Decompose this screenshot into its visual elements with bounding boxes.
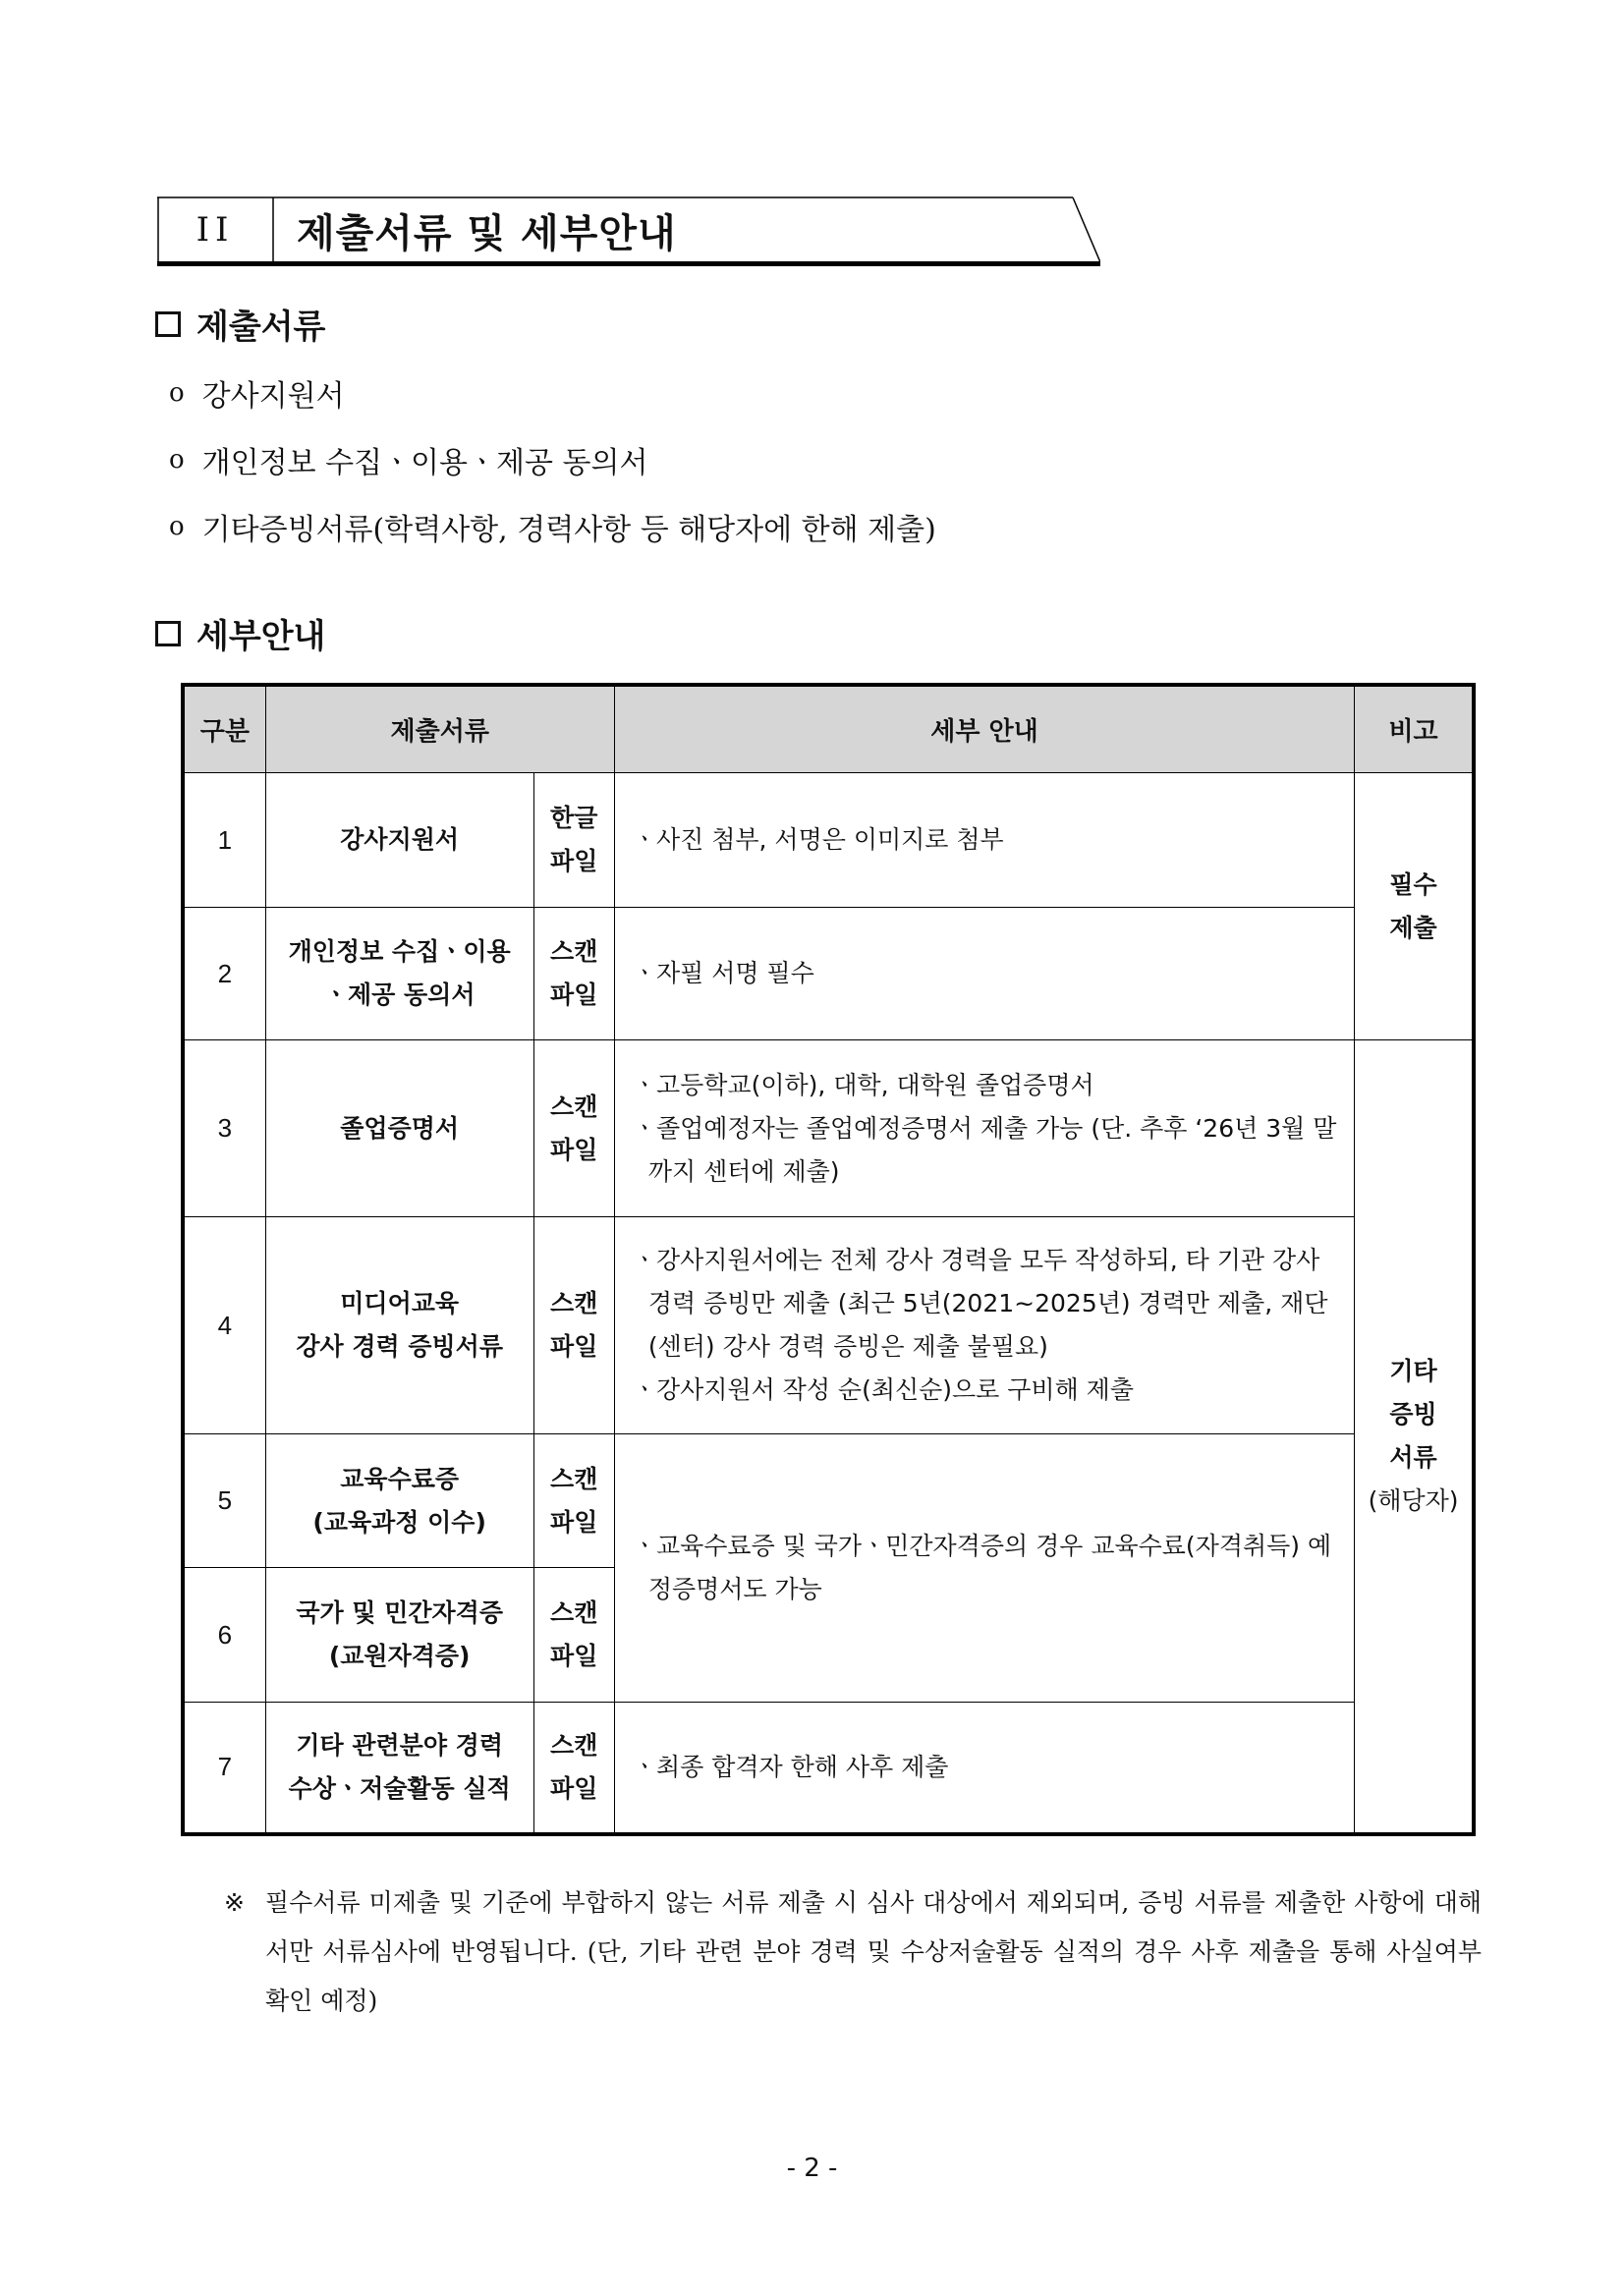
document-name-line: 수상ㆍ저술활동 실적 [288,1773,511,1803]
file-type-line: 스캔 [550,937,598,966]
note-line: 제출 [1389,913,1437,942]
note-subtext: (해당자) [1368,1485,1459,1515]
note-line: 기타 [1389,1356,1437,1385]
detail-guide-heading-text: 세부안내 [196,617,326,656]
detail-line: ㆍ강사지원서 작성 순(최신순)으로 구비해 제출 [632,1375,1134,1404]
row-number: 5 [183,1434,265,1568]
row-number: 7 [183,1703,265,1834]
detail-line: ㆍ자필 서명 필수 [632,959,814,987]
section-title: 제출서류 및 세부안내 [297,210,677,256]
submit-docs-heading [155,300,325,348]
file-type-line: 파일 [550,1642,598,1670]
document-name-line: 개인정보 수집ㆍ이용 [288,937,511,966]
header-document: 제출서류 [265,685,614,773]
document-name-line: 강사 경력 증빙서류 [296,1332,503,1361]
file-type-line: 스캔 [550,1730,598,1760]
file-type [533,1040,614,1217]
header-no: 구분 [183,685,265,773]
table-row [183,1040,1474,1217]
detail-line: ㆍ고등학교(이하), 대학, 대학원 졸업증명서 [632,1070,1094,1099]
circle-bullet-icon: o [169,378,185,408]
document-name [265,908,533,1040]
submit-list-item [169,505,936,548]
table-row [183,908,1474,1040]
document-name-line: 미디어교육 [340,1289,460,1317]
document-name-line: 강사지원서 [340,825,460,854]
note-other-evidence [1355,1040,1474,1834]
detail-cell [614,1040,1354,1217]
file-type-line: 파일 [550,847,598,875]
detail-cell [614,1434,1354,1703]
list-item-text: 개인정보 수집ㆍ이용ㆍ제공 동의서 [201,446,648,480]
document-name [265,773,533,908]
note-line: 서류 [1389,1442,1437,1472]
detail-line: ㆍ강사지원서에는 전체 강사 경력을 모두 작성하되, 타 기관 강사 경력 증빙만 제출 (최근 5년(2021~2025년) 경력만 제출, 재단(센터) 강사 경력 증빙은 제출 불필요) [632,1246,1328,1361]
document-name-line: 국가 및 민간자격증 [296,1598,503,1627]
header-note: 비고 [1355,685,1474,773]
table-row [183,773,1474,908]
file-type [533,1703,614,1834]
file-type-line: 스캔 [550,1598,598,1627]
document-name-line: 졸업증명서 [340,1113,460,1143]
list-item-text: 강사지원서 [201,379,345,414]
row-number: 4 [183,1217,265,1434]
submit-list-item [169,371,345,415]
submit-docs-heading-text: 제출서류 [196,308,326,347]
note-required [1355,773,1474,1040]
file-type [533,1434,614,1568]
checkbox-square-icon [155,621,181,646]
document-name [265,1434,533,1568]
document-name-line: 교육수료증 [340,1464,460,1493]
detail-line: ㆍ사진 첨부, 서명은 이미지로 첨부 [632,825,1004,854]
document-name-line: (교원자격증) [328,1642,471,1670]
file-type-line: 파일 [550,1773,598,1803]
section-banner [157,196,1100,266]
file-type-line: 스캔 [550,1289,598,1317]
file-type-line: 한글 [550,804,598,832]
file-type-line: 파일 [550,1135,598,1164]
file-type-line: 파일 [550,980,598,1009]
document-name-line: (교육과정 이수) [312,1507,486,1537]
detail-line: ㆍ최종 합격자 한해 사후 제출 [632,1752,949,1781]
detail-guide-heading [155,609,325,657]
detail-line: ㆍ교육수료증 및 국가ㆍ민간자격증의 경우 교육수료(자격취득) 예정증명서도 가능 [632,1532,1332,1603]
row-number: 1 [183,773,265,908]
document-name-line: 기타 관련분야 경력 [296,1730,503,1760]
document-name [265,1703,533,1834]
document-name [265,1040,533,1217]
footnote-text: 필수서류 미제출 및 기준에 부합하지 않는 서류 제출 시 심사 대상에서 제외되며, 증빙 서류를 제출한 사항에 대해서만 서류심사에 반영됩니다. (단, 기타 관련 분야 경력 및 수상저술활동 실적의 경우 사후 제출을 통해 사실여부 확인 예정) [265,1888,1482,2015]
footnote [224,1878,1482,2026]
file-type [533,773,614,908]
table-header-row [183,685,1474,773]
table-row [183,1434,1474,1568]
detail-line: ㆍ졸업예정자는 졸업예정증명서 제출 가능 (단. 추후 ‘26년 3월 말까지 센터에 제출) [632,1113,1337,1186]
file-type [533,1217,614,1434]
file-type-line: 파일 [550,1507,598,1537]
circle-bullet-icon: o [169,512,185,541]
row-number: 6 [183,1568,265,1703]
file-type-line: 스캔 [550,1092,598,1121]
document-name [265,1568,533,1703]
note-line: 필수 [1389,869,1437,899]
detail-cell [614,1217,1354,1434]
submit-list-item [169,438,647,481]
file-type-line: 스캔 [550,1464,598,1493]
page-number: - 2 - [786,2154,838,2183]
row-number: 3 [183,1040,265,1217]
file-type [533,908,614,1040]
circle-bullet-icon: o [169,445,185,475]
reference-mark-icon: ※ [224,1888,245,1917]
file-type [533,1568,614,1703]
file-type-line: 파일 [550,1332,598,1361]
documents-table [181,683,1476,1836]
detail-cell [614,908,1354,1040]
document-name-line: ㆍ제공 동의서 [323,980,476,1009]
checkbox-square-icon [155,311,181,337]
detail-cell [614,1703,1354,1834]
detail-cell [614,773,1354,908]
header-detail: 세부 안내 [614,685,1354,773]
section-number: II [196,210,235,250]
note-line: 증빙 [1389,1399,1437,1428]
row-number: 2 [183,908,265,1040]
table-row [183,1217,1474,1434]
table-row [183,1703,1474,1834]
document-name [265,1217,533,1434]
list-item-text: 기타증빙서류(학력사항, 경력사항 등 해당자에 한해 제출) [201,513,936,547]
